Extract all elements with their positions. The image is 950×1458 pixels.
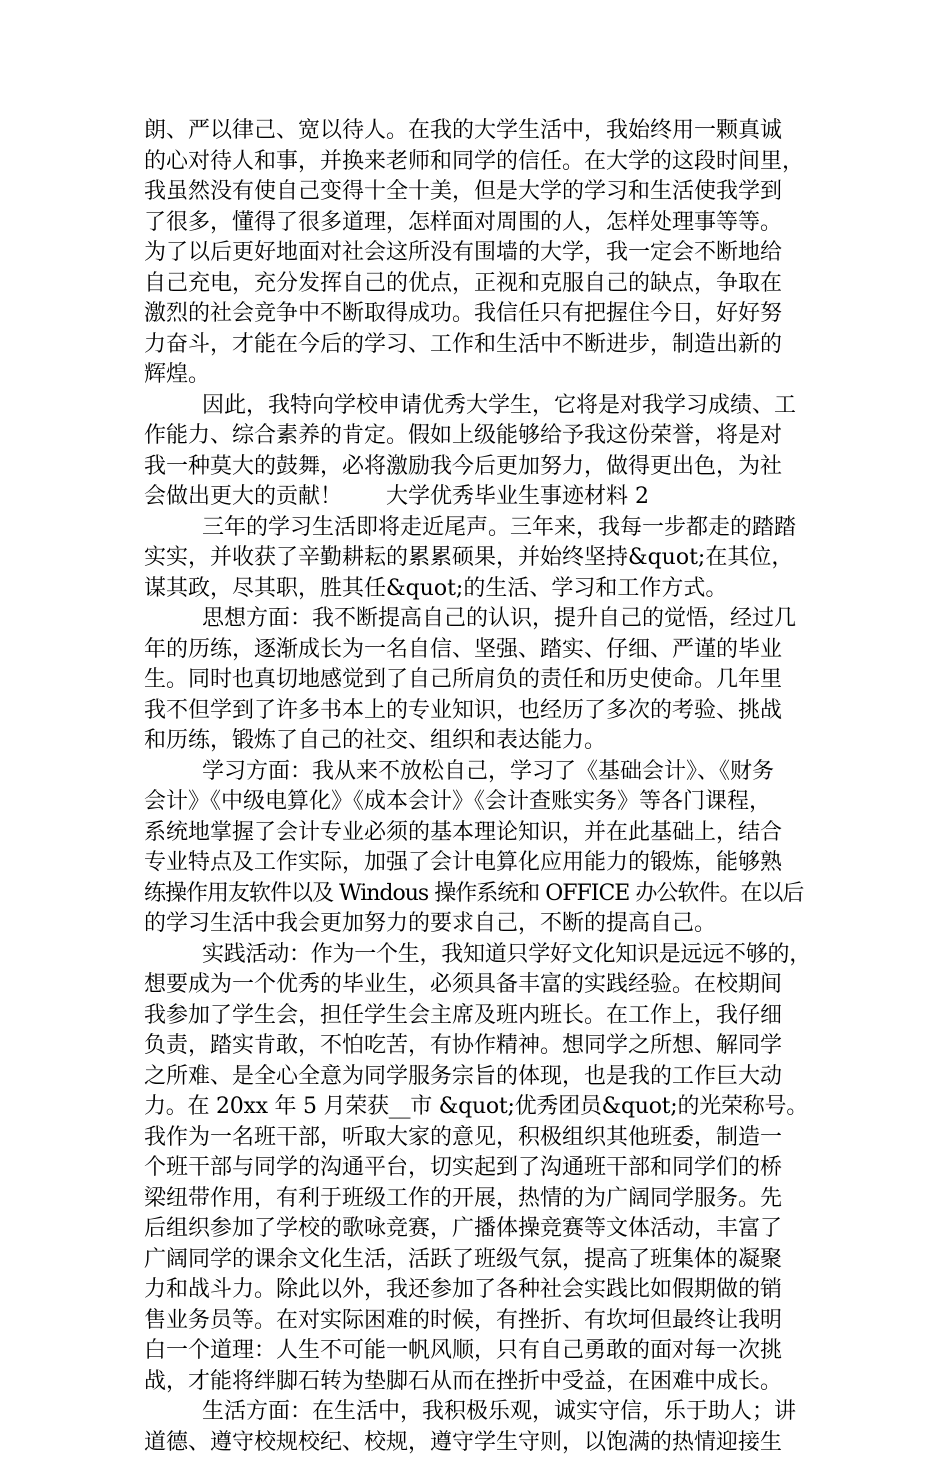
text-line: 个班干部与同学的沟通平台，切实起到了沟通班干部和同学们的桥: [144, 1153, 810, 1184]
text-line: 道德、遵守校规校纪、校规，遵守学生守则，以饱满的热情迎接生: [144, 1428, 810, 1458]
text-line: 为了以后更好地面对社会这所没有围墙的大学，我一定会不断地给: [144, 238, 810, 269]
text-line: 负责，踏实肯敢，不怕吃苦，有协作精神。想同学之所想、解同学: [144, 1031, 810, 1062]
text-line: 梁纽带作用，有利于班级工作的开展，热情的为广阔同学服务。先: [144, 1184, 810, 1215]
text-line: 白一个道理：人生不可能一帆风顺，只有自己勇敢的面对每一次挑: [144, 1336, 810, 1367]
text-line: 系统地掌握了会计专业必须的基本理论知识，并在此基础上，结合: [144, 818, 810, 849]
paragraph-first-line: 生活方面：在生活中，我积极乐观，诚实守信，乐于助人；讲: [144, 1397, 810, 1428]
text-line: 售业务员等。在对实际困难的时候，有挫折、有坎坷但最终让我明: [144, 1306, 810, 1337]
text-line: 和历练，锻炼了自己的社交、组织和表达能力。: [144, 726, 810, 757]
text-line: 我作为一名班干部，听取大家的意见，积极组织其他班委，制造一: [144, 1123, 810, 1154]
text-line: 广阔同学的课余文化生活，活跃了班级气氛，提高了班集体的凝聚: [144, 1245, 810, 1276]
text-line: 的学习生活中我会更加努力的要求自己，不断的提高自己。: [144, 909, 810, 940]
text-line: 作能力、综合素养的肯定。假如上级能够给予我这份荣誉，将是对: [144, 421, 810, 452]
text-line: 专业特点及工作实际，加强了会计电算化应用能力的锻炼，能够熟: [144, 848, 810, 879]
text-line: 战，才能将绊脚石转为垫脚石从而在挫折中受益，在困难中成长。: [144, 1367, 810, 1398]
text-line: 我一种莫大的鼓舞，必将激励我今后更加努力，做得更出色，为社: [144, 452, 810, 483]
text-line: 练操作用友软件以及 Windous 操作系统和 OFFICE 办公软件。在以后: [144, 879, 810, 910]
text-line: 之所难、是全心全意为同学服务宗旨的体现，也是我的工作巨大动: [144, 1062, 810, 1093]
text-line: 谋其政，尽其职，胜其任&quot;的生活、学习和工作方式。: [144, 574, 810, 605]
text-line: 激烈的社会竞争中不断取得成功。我信任只有把握住今日，好好努: [144, 299, 810, 330]
text-line: 自己充电，充分发挥自己的优点，正视和克服自己的缺点，争取在: [144, 269, 810, 300]
text-line: 力。在 20xx 年 5 月荣获__市 &quot;优秀团员&quot;的光荣称号。: [144, 1092, 810, 1123]
text-line: 力奋斗，才能在今后的学习、工作和生活中不断进步，制造出新的: [144, 330, 810, 361]
paragraph-first-line: 三年的学习生活即将走近尾声。三年来，我每一步都走的踏踏: [144, 513, 810, 544]
text-line: 会计》《中级电算化》《成本会计》《会计查账实务》等各门课程，: [144, 787, 810, 818]
text-line: 朗、严以律己、宽以待人。在我的大学生活中，我始终用一颗真诚: [144, 116, 810, 147]
text-line: 辉煌。: [144, 360, 810, 391]
text-line: 我参加了学生会，担任学生会主席及班内班长。在工作上，我仔细: [144, 1001, 810, 1032]
text-line: 力和战斗力。除此以外，我还参加了各种社会实践比如假期做的销: [144, 1275, 810, 1306]
text-line: 实实，并收获了辛勤耕耘的累累硕果，并始终坚持&quot;在其位，: [144, 543, 810, 574]
text-line: 我虽然没有使自己变得十全十美，但是大学的学习和生活使我学到: [144, 177, 810, 208]
paragraph-first-line: 思想方面：我不断提高自己的认识，提升自己的觉悟，经过几: [144, 604, 810, 635]
text-line: 会做出更大的贡献！ 大学优秀毕业生事迹材料 2: [144, 482, 810, 513]
paragraph-first-line: 因此，我特向学校申请优秀大学生，它将是对我学习成绩、工: [144, 391, 810, 422]
text-line: 我不但学到了许多书本上的专业知识，也经历了多次的考验、挑战: [144, 696, 810, 727]
document-body: [144, 116, 810, 1458]
paragraph-first-line: 学习方面：我从来不放松自己，学习了《基础会计》、《财务: [144, 757, 810, 788]
text-line: 的心对待人和事，并换来老师和同学的信任。在大学的这段时间里，: [144, 147, 810, 178]
text-line: 想要成为一个优秀的毕业生，必须具备丰富的实践经验。在校期间: [144, 970, 810, 1001]
text-line: 了很多，懂得了很多道理，怎样面对周围的人，怎样处理事等等。: [144, 208, 810, 239]
text-line: 年的历练，逐渐成长为一名自信、坚强、踏实、仔细、严谨的毕业: [144, 635, 810, 666]
text-line: 生。同时也真切地感觉到了自己所肩负的责任和历史使命。几年里: [144, 665, 810, 696]
text-line: 后组织参加了学校的歌咏竞赛，广播体操竞赛等文体活动，丰富了: [144, 1214, 810, 1245]
paragraph-first-line: 实践活动：作为一个生，我知道只学好文化知识是远远不够的，: [144, 940, 810, 971]
